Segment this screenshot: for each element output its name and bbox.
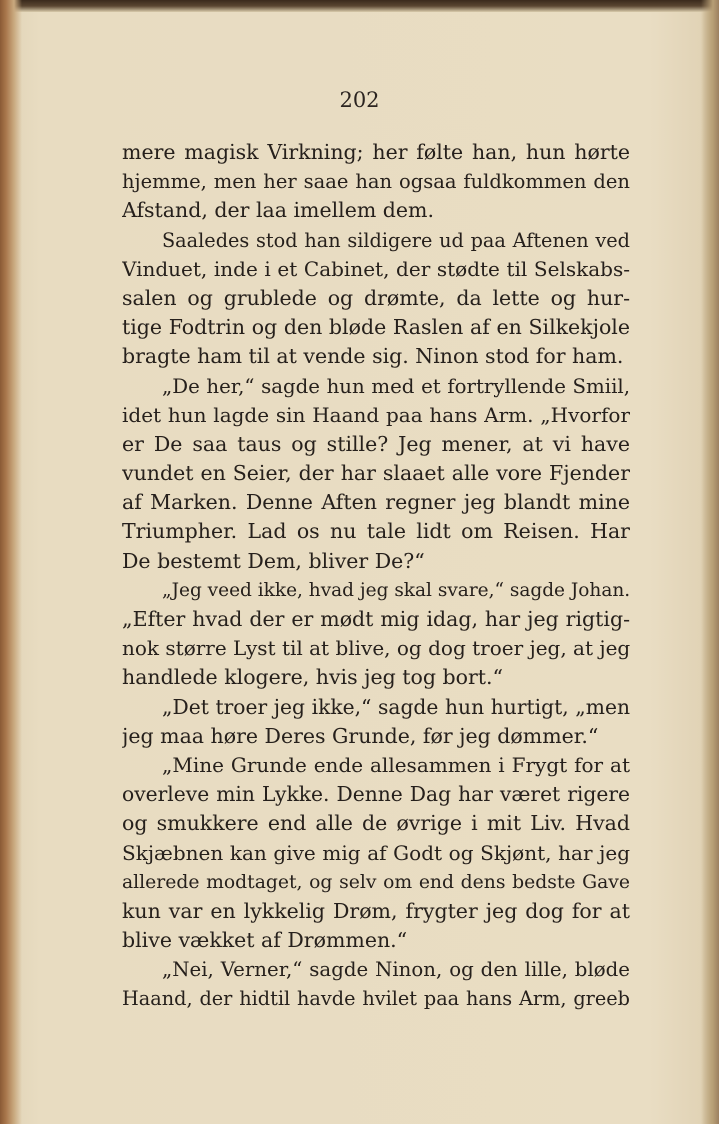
text-line: tige Fodtrin og den bløde Raslen af en Silkekjole — [122, 315, 630, 340]
book-spine — [0, 0, 22, 1124]
text-line: „Jeg veed ikke, hvad jeg skal svare,“ sagde Johan. — [162, 579, 630, 601]
text-line: overleve min Lykke. Denne Dag har været rigere — [122, 782, 630, 807]
text-line: kun var en lykkelig Drøm, frygter jeg dog for at — [122, 898, 630, 923]
body-text — [122, 138, 630, 1014]
top-edge — [0, 0, 719, 12]
text-line: vundet en Seier, der har slaaet alle vore Fjender — [122, 461, 630, 486]
text-line: „Det troer jeg ikke,“ sagde hun hurtigt, „men — [162, 694, 630, 719]
text-line: „Efter hvad der er mødt mig idag, har jeg rigtig- — [122, 607, 630, 631]
text-line: Vinduet, inde i et Cabinet, der stødte til Selskabs- — [122, 256, 630, 281]
page-edge — [701, 0, 719, 1124]
text-line: jeg maa høre Deres Grunde, før jeg dømmer.“ — [122, 723, 599, 748]
text-line: Afstand, der laa imellem dem. — [122, 198, 434, 223]
text-line: Haand, der hidtil havde hvilet paa hans Arm, greeb — [122, 987, 630, 1011]
text-line: Skjæbnen kan give mig af Godt og Skjønt, har jeg — [122, 840, 630, 865]
text-line: er De saa taus og stille? Jeg mener, at vi have — [122, 431, 630, 456]
text-line: allerede modtaget, og selv om end dens bedste Gave — [122, 871, 630, 893]
text-line: „De her,“ sagde hun med et fortryllende Smiil, — [162, 374, 630, 398]
text-line: hjemme, men her saae han ogsaa fuldkommen den — [122, 170, 630, 194]
text-line: salen og grublede og drømte, da lette og hur- — [122, 285, 630, 310]
text-line: nok større Lyst til at blive, og dog troer jeg, at jeg — [122, 636, 630, 661]
text-line: De bestemt Dem, bliver De?“ — [122, 548, 425, 573]
text-line: bragte ham til at vende sig. Ninon stod for ham. — [122, 344, 624, 369]
text-line: handlede klogere, hvis jeg tog bort.“ — [122, 665, 503, 690]
text-line: af Marken. Denne Aften regner jeg blandt mine — [122, 490, 630, 515]
text-line: Triumpher. Lad os nu tale lidt om Reisen. Har — [122, 519, 630, 544]
page-number: 202 — [339, 88, 380, 112]
text-line: „Nei, Verner,“ sagde Ninon, og den lille, bløde — [162, 958, 630, 982]
text-line: idet hun lagde sin Haand paa hans Arm. „Hvorfor — [122, 402, 630, 427]
text-line: mere magisk Virkning; her følte han, hun hørte — [122, 140, 630, 164]
text-line: og smukkere end alle de øvrige i mit Liv. Hvad — [122, 811, 630, 836]
text-line: „Mine Grunde ende allesammen i Frygt for at — [162, 752, 630, 777]
text-line: blive vækket af Drømmen.“ — [122, 928, 408, 953]
text-line: Saaledes stod han sildigere ud paa Aftenen ved — [162, 228, 630, 252]
